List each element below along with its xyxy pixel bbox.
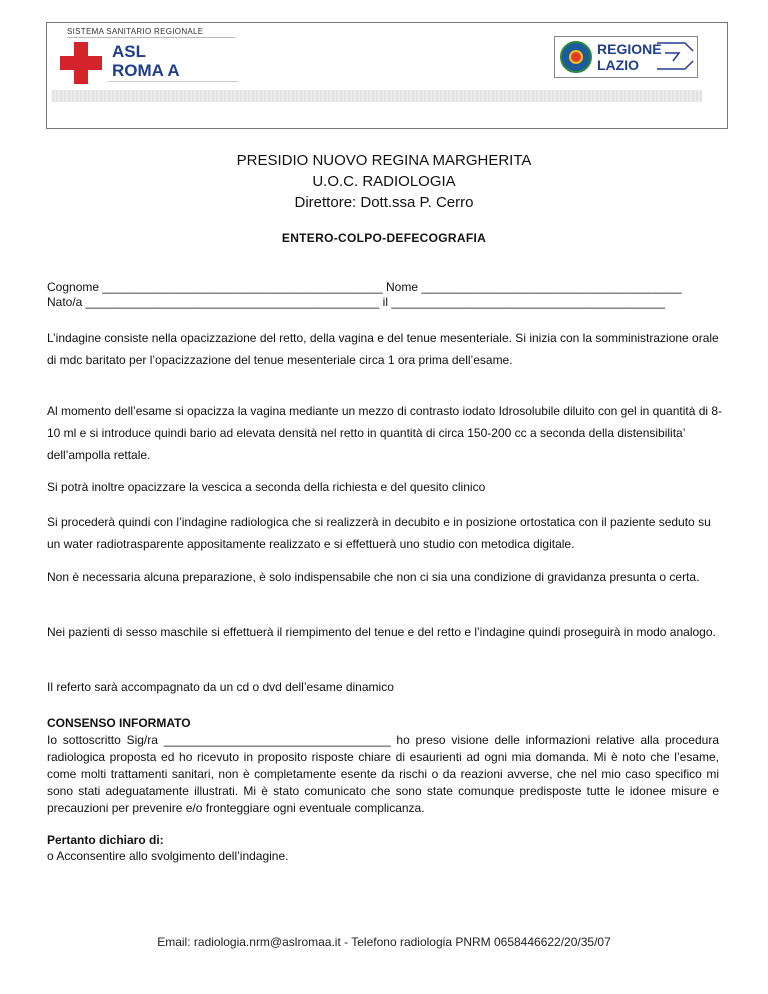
title-line1: PRESIDIO NUOVO REGINA MARGHERITA [236,152,532,169]
asl-underline [108,81,238,82]
asl-cross-logo [60,42,102,84]
patient-fields [47,280,727,310]
paragraph-6: Nei pazienti di sesso maschile si effettuerà il riempimento del tenue e del retto e l’indagine quindi proseguirà in modo analogo. [47,625,716,639]
exam-title: ENTERO-COLPO-DEFECOGRAFIA [281,231,487,245]
header-gray-strip [52,90,702,102]
title-line2: U.O.C. RADIOLOGIA [312,173,456,190]
declaration-heading: Pertanto dichiaro di: [47,833,164,847]
paragraph-7: Il referto sarà accompagnato da un cd o dvd dell’esame dinamico [47,680,394,694]
consent-heading: CONSENSO INFORMATO [47,716,191,730]
asl-divider [67,37,235,38]
surname-name-field[interactable]: Cognome __________________________________________ Nome _______________________________________ [47,280,682,294]
declaration-option[interactable]: o Acconsentire allo svolgimento dell’indagine. [47,849,289,863]
lazio-logo-text [597,41,662,73]
lazio-decoration-icon [655,39,695,75]
asl-system-label: SISTEMA SANITARIO REGIONALE [67,27,204,36]
paragraph-1: L’indagine consiste nella opacizzazione del retto, della vagina e del tenue mesenteriale. Si inizia con la somministrazione orale di mdc baritato per l’opacizzazione del tenue mesenteriale circa 1 ora prima dell’esame. [47,331,719,367]
lazio-emblem-icon [560,41,592,73]
title-line3: Direttore: Dott.ssa P. Cerro [294,194,474,211]
asl-name-line1: ASL [112,42,146,61]
paragraph-3: Si potrà inoltre opacizzare la vescica a seconda della richiesta e del quesito clinico [47,480,486,494]
region-line1: REGIONE [597,41,662,57]
paragraph-4: Si procederà quindi con l’indagine radiologica che si realizzerà in decubito e in posizione ortostatica con il paziente seduto su un water radiotrasparente appositamente realizzato e si effettuerà uno studio con metodica digitale. [47,515,711,551]
asl-name-line2: ROMA A [112,61,180,80]
consent-body: Io sottoscritto Sig/ra __________________________________ ho preso visione delle informazioni relative alla procedura radiologica proposta ed ho ricevuto in proposito risposte chiare di esaurienti ad ogni mia domanda. Mi è noto che l’esame, come molti trattamenti sanitari, non è completamente esente da rischi o da reazioni avverse, che nel mio caso specifico mi sono stati adeguatamente illustrati. Mi è stato comunicato che sono state comunque predisposte tutte le idonee misure e precauzioni per prevenire e/o fronteggiare ogni eventuale complicanza. [47,733,719,815]
paragraph-2: Al momento dell’esame si opacizza la vagina mediante un mezzo di contrasto iodato Idrosolubile diluito con gel in quantità di 8-10 ml e si introduce quindi bario ad elevata densità nel retto in quantità di circa 150-200 cc a seconda della distensibilita’ dell’ampolla rettale. [47,404,723,462]
region-line2: LAZIO [597,57,639,73]
asl-logo-text [112,42,180,80]
birth-field[interactable]: Nato/a ____________________________________________ il _________________________________________ [47,295,665,309]
regione-lazio-logo [554,36,698,78]
institution-title [0,150,768,213]
paragraph-5: Non è necessaria alcuna preparazione, è solo indispensabile che non ci sia una condizione di gravidanza presunta o certa. [47,570,700,584]
footer-contact: Email: radiologia.nrm@aslromaa.it - Telefono radiologia PNRM 0658446622/20/35/07 [157,935,611,949]
